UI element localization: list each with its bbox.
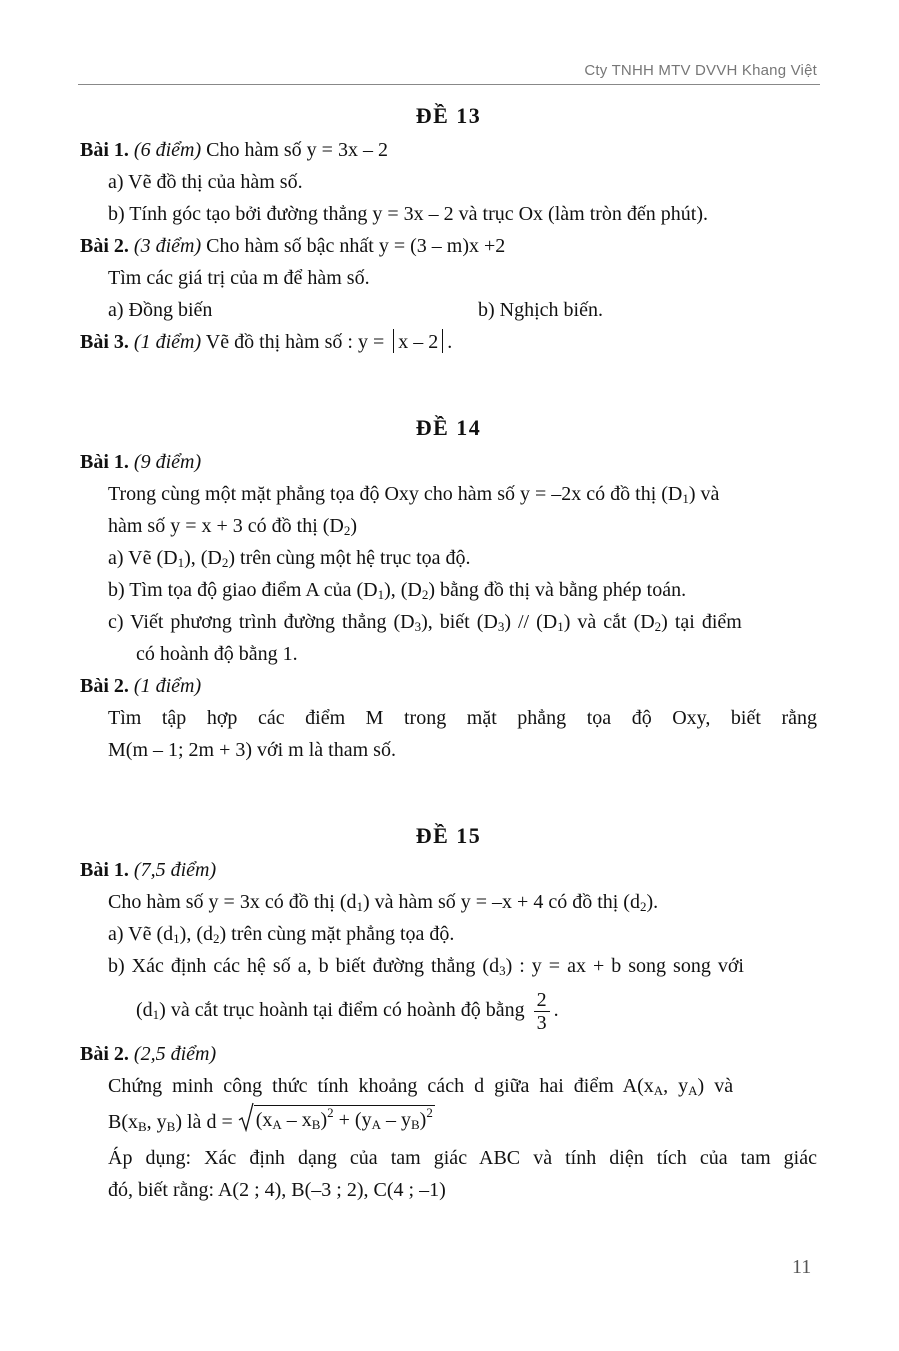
sub: B [311, 1117, 321, 1132]
end: . [553, 999, 559, 1021]
sup: 2 [327, 1105, 334, 1120]
sub: 1 [152, 1007, 160, 1022]
text: , y [146, 1111, 167, 1133]
de13-title: ĐỀ 13 [415, 103, 482, 128]
de15-bai1-b [80, 950, 817, 982]
label: Bài 2. [80, 675, 129, 697]
text: ) tại điểm [661, 611, 742, 633]
de13-bai2-intro: Tìm các giá trị của m để hàm số. [108, 267, 370, 289]
sqrt-icon [238, 1102, 254, 1132]
page-number: 11 [792, 1256, 812, 1278]
text: b) Tìm tọa độ giao điểm A của (D [108, 579, 378, 601]
text: hàm số y = x + 3 có đồ thị (D [108, 515, 344, 537]
de15-title: ĐỀ 15 [415, 823, 482, 848]
sub: 2 [343, 523, 351, 538]
points: (2,5 điểm) [133, 1043, 217, 1065]
sub: B [138, 1119, 147, 1134]
text: ) trên cùng một hệ trục tọa độ. [228, 547, 471, 569]
text: b) Xác định các hệ số a, b biết đường thẳng (d [108, 955, 500, 977]
de15-bai2-app2: đó, biết rằng: A(2 ; 4), B(–3 ; 2), C(4 ; –1) [108, 1179, 446, 1201]
text: ) và cắt (D [563, 611, 655, 633]
de13-bai3-heading [80, 326, 817, 358]
de15-bai1-b-cont [80, 982, 817, 1038]
text: y [400, 1109, 411, 1131]
text: Vẽ đồ thị hàm số : y = [201, 331, 385, 353]
sub: 3 [497, 619, 505, 634]
text: ) [350, 515, 358, 537]
de13-bai1-a: a) Vẽ đồ thị của hàm số. [108, 171, 303, 193]
sub: A [272, 1117, 282, 1132]
text: a) Vẽ (D [108, 547, 178, 569]
text: ) // (D [504, 611, 558, 633]
text: x [262, 1109, 273, 1131]
de14-bai2-line1: Tìm tập hợp các điểm M trong mặt phẳng tọa độ Oxy, biết rằng [108, 707, 817, 729]
option-b: b) Nghịch biến. [478, 299, 603, 321]
text: ( [354, 1109, 362, 1131]
sub: 1 [177, 555, 185, 570]
text: ) [419, 1109, 427, 1131]
label: Bài 1. [80, 451, 129, 473]
radicand [254, 1105, 435, 1132]
sub: 2 [221, 555, 229, 570]
text: ). [646, 891, 659, 913]
sub: 1 [173, 931, 180, 946]
sub: 2 [421, 587, 429, 602]
de14-title: ĐỀ 14 [415, 415, 482, 440]
abs-bar-right [442, 329, 443, 353]
page-content [80, 96, 817, 1206]
sub: 1 [557, 619, 564, 634]
text: Cho hàm số y = 3x – 2 [201, 139, 388, 161]
text: ) [320, 1109, 328, 1131]
de14-bai1-c [80, 606, 817, 638]
header-rule [78, 84, 820, 85]
de14-bai1-c-cont: có hoành độ bằng 1. [136, 643, 298, 665]
sub: 2 [212, 931, 220, 946]
text: – [281, 1109, 302, 1131]
sub: B [166, 1119, 176, 1134]
de15-bai1-a [80, 918, 817, 950]
abs-bar-left [393, 329, 394, 353]
text: Cho hàm số y = 3x có đồ thị (d [108, 891, 357, 913]
de13-bai2-options [80, 294, 817, 326]
text: ) là d = [175, 1111, 233, 1133]
page-header: Cty TNHH MTV DVVH Khang Việt [584, 62, 817, 79]
text: ( [255, 1109, 263, 1131]
sub: 1 [682, 491, 689, 506]
points: (7,5 điểm) [133, 859, 217, 881]
text: x [301, 1109, 312, 1131]
sub: A [653, 1083, 664, 1098]
label: Bài 2. [80, 235, 129, 257]
de15-bai1-line1 [80, 886, 817, 918]
label: Bài 3. [80, 331, 129, 353]
text: Trong cùng một mặt phẳng tọa độ Oxy cho hàm số y = –2x có đồ thị (D [108, 483, 683, 505]
text: – [380, 1109, 401, 1131]
de14-bai2-heading [80, 670, 817, 702]
sub: A [688, 1083, 698, 1098]
de13-bai1-heading [80, 134, 817, 166]
text: ) và cắt trục hoành tại điểm có hoành độ bằng [159, 999, 525, 1021]
text: ), biết (D [421, 611, 498, 633]
label: Bài 1. [80, 859, 129, 881]
sub: 3 [414, 619, 422, 634]
de14-bai2-line2: M(m – 1; 2m + 3) với m là tham số. [108, 739, 396, 761]
text: ), (D [184, 547, 222, 569]
text: ) và hàm số y = –x + 4 có đồ thị (d [363, 891, 640, 913]
fraction [534, 989, 550, 1034]
numerator: 2 [534, 989, 550, 1012]
sub: B [410, 1117, 420, 1132]
de14-bai1-heading [80, 446, 817, 478]
sub: 1 [377, 587, 385, 602]
points: (9 điểm) [133, 451, 202, 473]
de15-bai2-line2 [80, 1102, 817, 1142]
text: ) bằng đồ thị và bằng phép toán. [428, 579, 687, 601]
points: (6 điểm) [133, 139, 202, 161]
points: (1 điểm) [133, 331, 202, 353]
sub: 2 [639, 899, 647, 914]
text: c) Viết phương trình đường thẳng (D [108, 611, 415, 633]
de13-bai1-b: b) Tính góc tạo bởi đường thẳng y = 3x – 2 và trục Ox (làm tròn đến phút). [108, 203, 709, 225]
label: Bài 1. [80, 139, 129, 161]
text: ), (d [179, 923, 213, 945]
de15-bai1-heading [80, 854, 817, 886]
de15-bai2-line1 [80, 1070, 817, 1102]
de15-bai2-app1: Áp dụng: Xác định dạng của tam giác ABC và tính diện tích của tam giác [108, 1147, 817, 1169]
text: ) trên cùng mặt phẳng tọa độ. [219, 923, 455, 945]
points: (1 điểm) [133, 675, 202, 697]
text: (d [136, 999, 153, 1021]
sup: 2 [426, 1105, 433, 1120]
points: (3 điểm) [133, 235, 202, 257]
denominator: 3 [536, 1011, 547, 1034]
distance-formula [238, 1102, 435, 1132]
de15-bai2-heading [80, 1038, 817, 1070]
de13-bai2-heading [80, 230, 817, 262]
sub: 3 [499, 963, 506, 978]
sub: A [371, 1117, 381, 1132]
text: ) và [697, 1075, 734, 1097]
text: ), (D [384, 579, 422, 601]
de14-bai1-a [80, 542, 817, 574]
de14-bai1-b [80, 574, 817, 606]
option-a: a) Đồng biến [108, 299, 213, 321]
text: y [361, 1109, 372, 1131]
text: , y [663, 1075, 689, 1097]
de14-bai1-line2 [80, 510, 817, 542]
label: Bài 2. [80, 1043, 129, 1065]
end: . [447, 331, 453, 353]
text: Cho hàm số bậc nhất y = (3 – m)x +2 [201, 235, 506, 257]
text: B(x [108, 1111, 138, 1133]
text: ) : y = ax + b song song với [505, 955, 744, 977]
text: ) và [688, 483, 720, 505]
sub: 2 [654, 619, 662, 634]
text: a) Vẽ (d [108, 923, 174, 945]
text: + [333, 1109, 355, 1131]
text: Chứng minh công thức tính khoảng cách d giữa hai điểm A(x [108, 1075, 654, 1097]
abs-expr: x – 2 [398, 331, 439, 353]
de14-bai1-line1 [80, 478, 817, 510]
sub: 1 [356, 899, 363, 914]
